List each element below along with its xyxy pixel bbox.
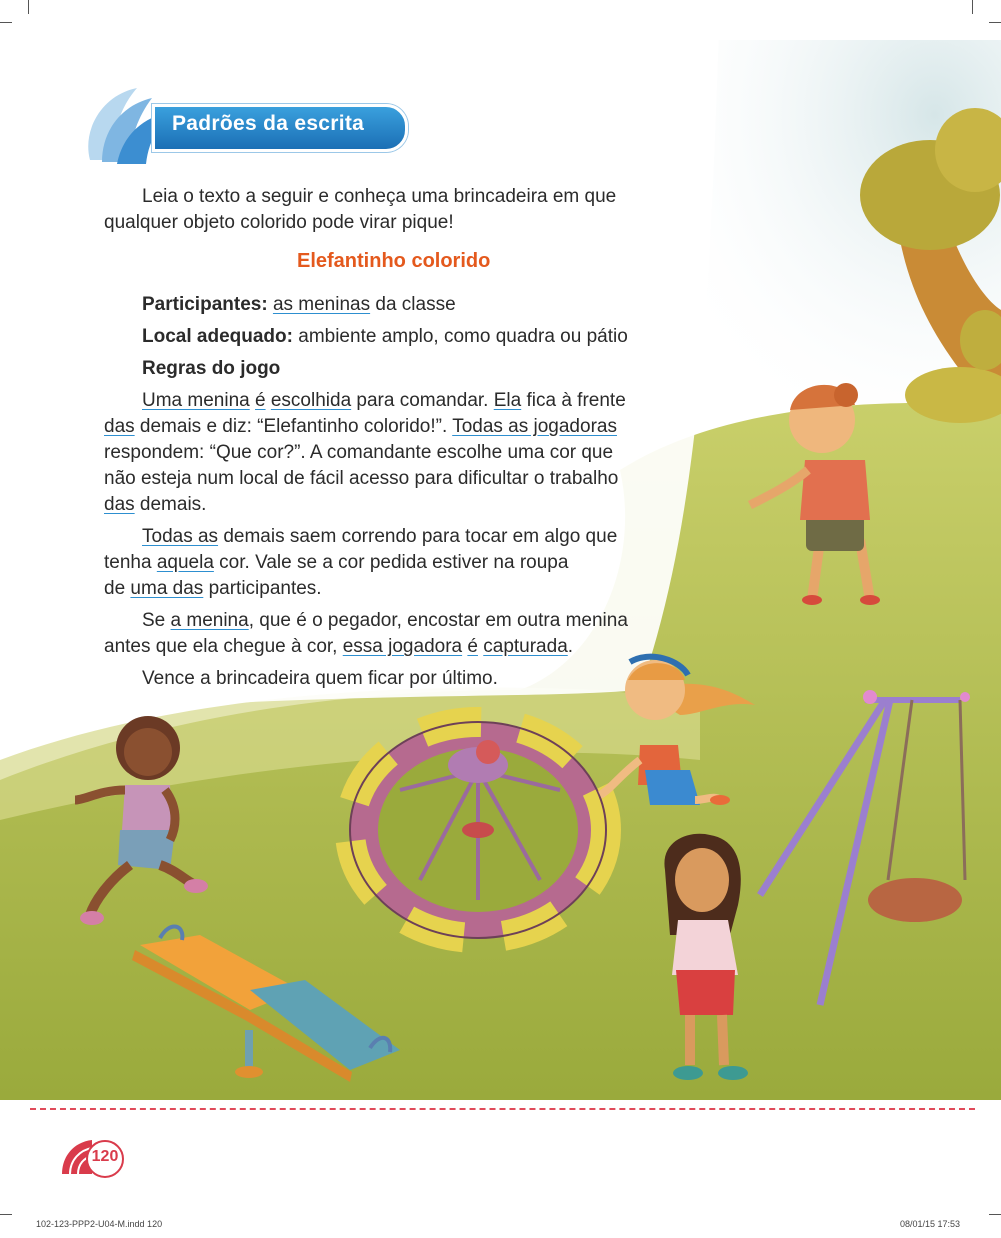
p1-t6: demais. [134,494,207,515]
p3-t3: antes que ela chegue à cor, [104,636,343,657]
print-date: 08/01/15 17:53 [900,1219,961,1229]
location-line [104,324,628,350]
p1-line-1 [104,388,626,414]
p2-t2: tenha [104,552,157,573]
p2-t3: cor. Vale se a cor pedida estiver na roupa [213,552,569,573]
file-info: 102-123-PPP2-U04-M.indd 120 [36,1219,163,1229]
p1-u7: das [104,494,135,515]
intro-line-2: qualquer objeto colorido pode virar pique! [104,212,454,233]
crop-mark [0,1214,12,1215]
p3-line-1 [104,608,628,634]
story-title: Elefantinho colorido [297,250,491,272]
p1-u3: escolhida [270,390,352,411]
participants-underlined: as meninas [272,294,371,315]
crop-mark [972,0,973,14]
p3-u2: essa jogadora [342,636,463,657]
p2-t5: participantes. [203,578,322,599]
p2-u2: aquela [156,552,214,573]
p2-line-1 [104,524,617,550]
crop-mark [28,0,29,14]
p2-t1: demais saem correndo para tocar em algo que [218,526,618,547]
participants-rest: da classe [370,294,456,315]
p2-line-3 [104,576,322,602]
intro-line-1: Leia o texto a seguir e conheça uma brincadeira em que [142,186,617,207]
location-value: ambiente amplo, como quadra ou pátio [292,326,628,347]
p1-t3: para comandar. [351,390,494,411]
p3-t1: Se [142,610,171,631]
p1-line-5 [104,492,206,518]
rules-label: Regras do jogo [142,358,281,379]
rules-heading [104,356,280,382]
p1-line-3: respondem: “Que cor?”. A comandante escolhe uma cor que [104,442,614,463]
merry-go-round-icon [350,722,606,938]
participants-line [104,292,456,318]
footer-divider [30,1108,975,1110]
p1-u5: das [104,416,135,437]
crop-mark [989,1214,1001,1215]
location-label: Local adequado: [142,326,293,347]
p3-t2: , que é o pegador, encostar em outra menina [248,610,628,631]
p1-t5: demais e diz: “Elefantinho colorido!”. [134,416,453,437]
p3-line-2 [104,634,573,660]
p2-t4: de [104,578,131,599]
p2-line-2 [104,550,568,576]
p1-line-4: não esteja num local de fácil acesso para dificultar o trabalho [104,468,619,489]
p1-line-2 [104,414,617,440]
p1-t4: fica à frente [521,390,626,411]
p3-t6: . [567,636,574,657]
section-title: Padrões da escrita [172,112,365,135]
p3-u1: a menina [170,610,249,631]
participants-label: Participantes: [142,294,268,315]
p4-line-1: Vence a brincadeira quem ficar por último. [142,668,498,689]
p1-u6: Todas as jogadoras [452,416,617,437]
p2-u3: uma das [130,578,204,599]
crop-mark [989,22,1001,23]
p2-u1: Todas as [142,526,219,547]
p1-u2: é [255,390,266,411]
p1-u1: Uma menina [142,390,250,411]
p3-u4: capturada [483,636,568,657]
p1-u4: Ela [493,390,522,411]
crop-mark [0,22,12,23]
page-number: 120 [91,1148,119,1165]
p3-u3: é [467,636,478,657]
